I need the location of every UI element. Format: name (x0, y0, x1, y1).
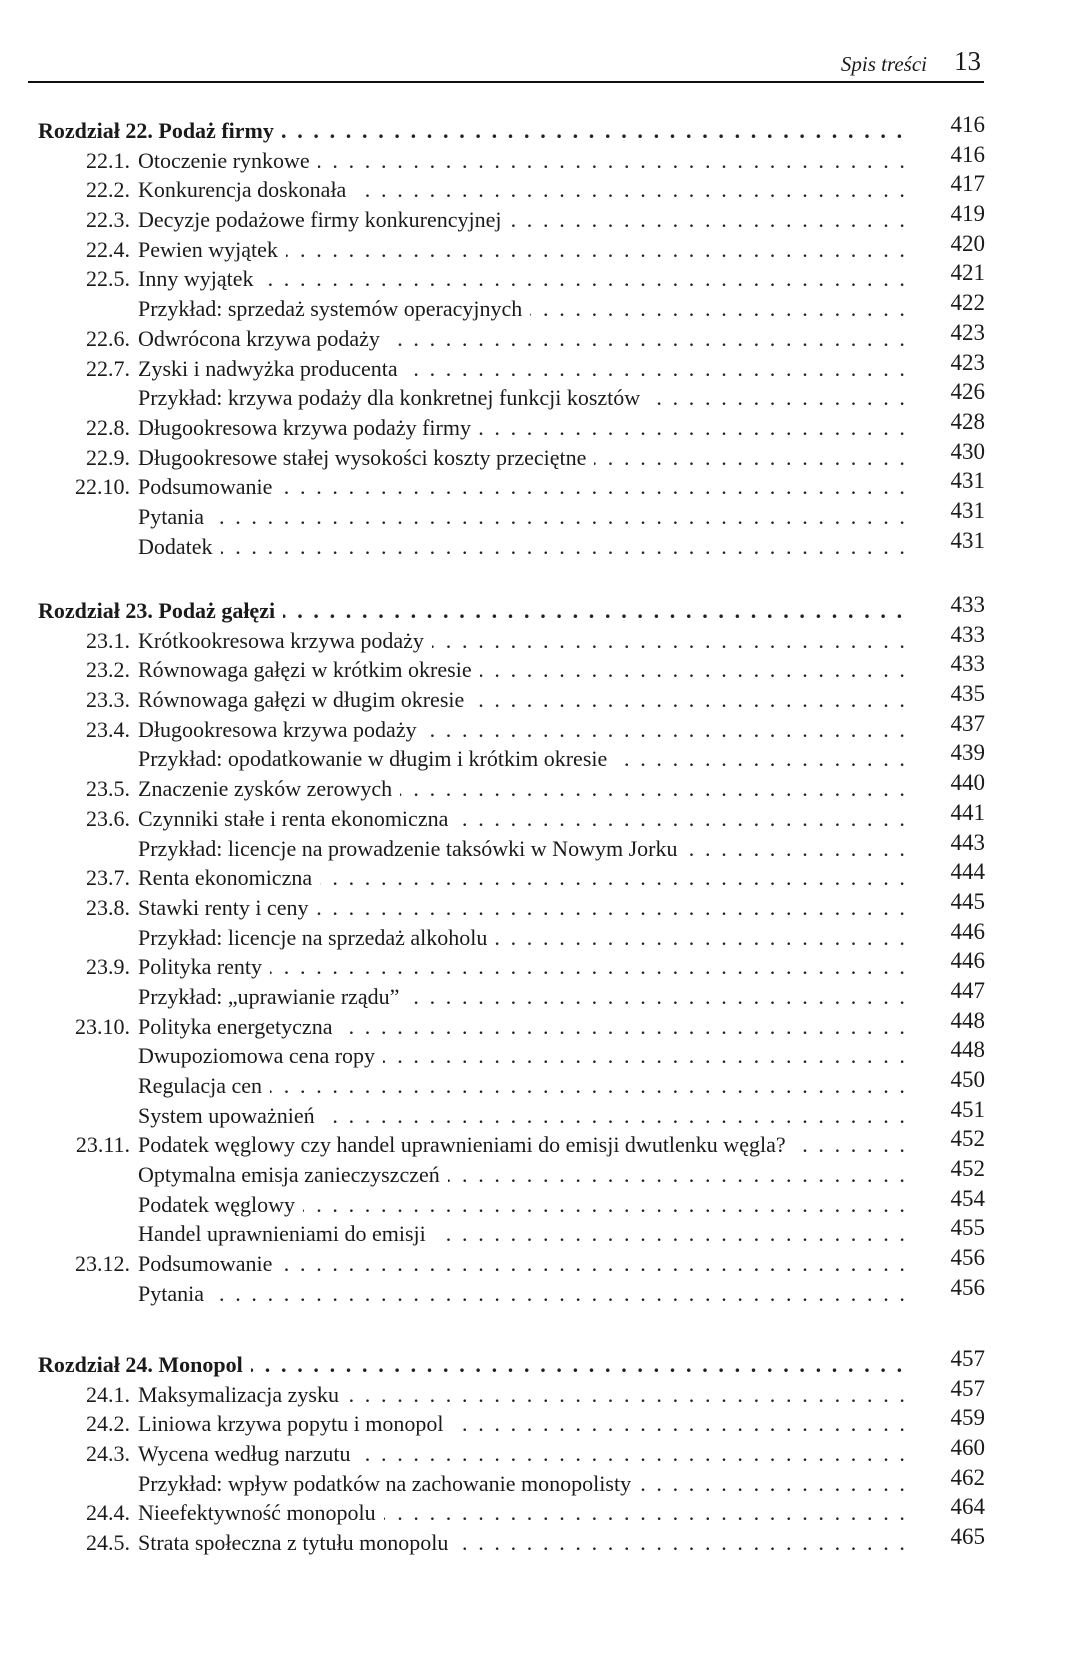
page-ref: 448 (950, 1007, 985, 1033)
subsection-title: Optymalna emisja zanieczyszczeń (138, 1160, 448, 1190)
section-number: 23.11. (75, 1132, 130, 1158)
section-number: 22.1. (86, 147, 130, 173)
toc-subentry[interactable] (0, 1185, 1080, 1220)
toc-entry[interactable] (0, 1375, 1080, 1410)
toc-subentry[interactable] (0, 918, 1080, 953)
toc-subentry[interactable] (0, 527, 1080, 562)
section-number: 22.3. (86, 207, 130, 233)
section-title: Inny wyjątek (138, 264, 261, 294)
toc-subentry[interactable] (0, 1037, 1080, 1071)
section-title: Podatek węglowy czy handel uprawnieniami do emisji dwutlenku węgla? (138, 1130, 794, 1160)
section-title: Polityka energetyczna (138, 1012, 340, 1042)
section-title: Pewien wyjątek (138, 235, 286, 265)
page-ref: 416 (950, 141, 985, 167)
header-rule (28, 81, 984, 83)
toc-subentry[interactable] (0, 1215, 1080, 1249)
page-ref: 440 (950, 770, 985, 796)
page-ref: 431 (950, 468, 985, 494)
toc-entry[interactable] (0, 621, 1080, 656)
toc-entry[interactable] (0, 681, 1080, 715)
page-ref: 460 (950, 1435, 985, 1461)
toc-entry[interactable] (0, 141, 1080, 176)
section-title: Długookresowe stałej wysokości koszty przeciętne (138, 443, 594, 473)
page-ref: 416 (950, 112, 985, 137)
subsection-title: Przykład: licencje na sprzedaż alkoholu (138, 923, 495, 953)
subsection-title: Przykład: sprzedaż systemów operacyjnych (138, 294, 530, 324)
section-number: 22.7. (86, 355, 130, 381)
subsection-title: System upoważnień (138, 1101, 323, 1131)
section-number: 23.3. (86, 687, 130, 713)
page-ref: 431 (950, 527, 985, 553)
page-ref: 452 (950, 1126, 985, 1152)
section-title: Stawki renty i ceny (138, 893, 316, 923)
page-ref: 431 (950, 497, 985, 523)
page-ref: 433 (950, 592, 985, 617)
toc-entry[interactable] (0, 1524, 1080, 1558)
subsection-title: Przykład: „uprawianie rządu” (138, 982, 407, 1012)
section-title: Zyski i nadwyżka producenta (138, 354, 406, 384)
section-title: Podsumowanie (138, 472, 280, 502)
page-ref: 433 (950, 621, 985, 647)
page-ref: 451 (950, 1096, 985, 1122)
section-number: 23.8. (86, 894, 130, 920)
subsection-title: Handel uprawnieniami do emisji (138, 1219, 434, 1249)
page-ref: 464 (950, 1494, 985, 1520)
subsection-title: Przykład: licencje na prowadzenie taksówki w Nowym Jorku (138, 834, 685, 864)
subsection-title: Przykład: opodatkowanie w długim i krótkim okresie (138, 744, 615, 774)
section-number: 22.9. (86, 444, 130, 470)
page-ref: 419 (950, 201, 985, 227)
section-title: Równowaga gałęzi w długim okresie (138, 685, 472, 715)
toc-subentry[interactable] (0, 740, 1080, 774)
leader-dots (138, 532, 906, 562)
section-title: Odwrócona krzywa podaży (138, 324, 388, 354)
toc-entry[interactable] (0, 408, 1080, 443)
section-number: 22.5. (86, 266, 130, 292)
toc-subentry[interactable] (0, 1274, 1080, 1309)
toc-entry[interactable] (0, 319, 1080, 354)
subsection-title: Regulacja cen (138, 1071, 270, 1101)
section-title: Długookresowa krzywa podaży (138, 715, 425, 745)
section-number: 23.12. (75, 1251, 130, 1277)
running-head-title: Spis treści (840, 52, 927, 76)
section-number: 23.2. (86, 657, 130, 683)
chapter-22 (0, 112, 1080, 561)
chapter-heading[interactable] (0, 1346, 1080, 1380)
section-title: Konkurencja doskonała (138, 175, 354, 205)
page-ref: 452 (950, 1156, 985, 1182)
page-ref: 437 (950, 710, 985, 736)
page-ref: 426 (950, 379, 985, 405)
section-number: 22.6. (86, 325, 130, 351)
toc-subentry[interactable] (0, 497, 1080, 532)
section-title: Polityka renty (138, 952, 270, 982)
subsection-title: Dodatek (138, 532, 221, 562)
page-ref: 423 (950, 319, 985, 345)
section-title: Czynniki stałe i renta ekonomiczna (138, 804, 456, 834)
chapter-23 (0, 592, 1080, 1309)
toc-entry[interactable] (0, 349, 1080, 384)
subsection-title: Pytania (138, 1279, 212, 1309)
toc-subentry[interactable] (0, 1096, 1080, 1131)
running-head (28, 44, 983, 82)
section-number: 23.9. (86, 954, 130, 980)
subsection-title: Przykład: krzywa podaży dla konkretnej funkcji kosztów (138, 383, 648, 413)
chapter-heading[interactable] (0, 112, 1080, 146)
toc-subentry[interactable] (0, 379, 1080, 413)
toc-entry[interactable] (0, 1435, 1080, 1469)
toc-entry[interactable] (0, 1405, 1080, 1439)
section-number: 22.2. (86, 177, 130, 203)
page-ref: 420 (950, 230, 985, 256)
toc-entry[interactable] (0, 1007, 1080, 1042)
page-ref: 457 (950, 1346, 985, 1371)
page-ref: 465 (950, 1524, 985, 1550)
section-number: 24.4. (86, 1500, 130, 1526)
toc-entry[interactable] (0, 710, 1080, 745)
toc-entry[interactable] (0, 1494, 1080, 1528)
page-ref: 456 (950, 1245, 985, 1271)
page-ref: 455 (950, 1215, 985, 1241)
section-number: 23.7. (86, 865, 130, 891)
section-number: 22.10. (75, 474, 130, 500)
subsection-title: Pytania (138, 502, 212, 532)
section-title: Otoczenie rynkowe (138, 146, 318, 176)
toc-subentry[interactable] (0, 977, 1080, 1012)
page-ref: 448 (950, 1037, 985, 1063)
page-ref: 433 (950, 651, 985, 677)
section-title: Strata społeczna z tytułu monopolu (138, 1528, 456, 1558)
page-ref: 446 (950, 948, 985, 974)
chapter-title: Rozdział 23. Podaż gałęzi (38, 596, 283, 626)
toc-entry[interactable] (0, 260, 1080, 294)
toc-entry[interactable] (0, 651, 1080, 685)
page-ref: 450 (950, 1067, 985, 1092)
page-ref: 422 (950, 290, 985, 316)
chapter-24 (0, 1346, 1080, 1558)
toc-entry[interactable] (0, 888, 1080, 923)
page-ref: 457 (950, 1375, 985, 1401)
subsection-title: Podatek węglowy (138, 1190, 303, 1220)
toc-entry[interactable] (0, 1245, 1080, 1279)
page-ref: 445 (950, 888, 985, 914)
page-ref: 435 (950, 681, 985, 707)
toc-entry[interactable] (0, 799, 1080, 834)
page-ref: 447 (950, 977, 985, 1003)
section-number: 24.2. (86, 1411, 130, 1437)
toc-entry[interactable] (0, 948, 1080, 982)
page-ref: 456 (950, 1274, 985, 1300)
toc-entry[interactable] (0, 171, 1080, 205)
section-number: 23.1. (86, 627, 130, 653)
chapter-heading[interactable] (0, 592, 1080, 626)
section-number: 23.4. (86, 716, 130, 742)
section-title: Krótkookresowa krzywa podaży (138, 626, 432, 656)
chapter-title: Rozdział 24. Monopol (38, 1350, 251, 1380)
section-title: Maksymalizacja zysku (138, 1380, 347, 1410)
toc-entry[interactable] (0, 1126, 1080, 1160)
toc-entry[interactable] (0, 770, 1080, 804)
section-title: Znaczenie zysków zerowych (138, 774, 400, 804)
toc-entry[interactable] (0, 230, 1080, 265)
page-ref: 417 (950, 171, 985, 197)
section-title: Decyzje podażowe firmy konkurencyjnej (138, 205, 509, 235)
section-number: 23.10. (75, 1013, 130, 1039)
page-ref: 441 (950, 799, 985, 825)
toc-subentry[interactable] (0, 1156, 1080, 1190)
section-number: 22.4. (86, 236, 130, 262)
leader-dots (138, 502, 906, 532)
section-number: 24.3. (86, 1441, 130, 1467)
section-title: Nieefektywność monopolu (138, 1498, 384, 1528)
page-ref: 423 (950, 349, 985, 375)
page-ref: 462 (950, 1464, 985, 1490)
toc-subentry[interactable] (0, 1067, 1080, 1101)
toc-subentry[interactable] (0, 1464, 1080, 1499)
section-title: Wycena według narzutu (138, 1439, 358, 1469)
section-number: 24.5. (86, 1530, 130, 1556)
toc-subentry[interactable] (0, 829, 1080, 864)
page-ref: 430 (950, 438, 985, 464)
chapter-title: Rozdział 22. Podaż firmy (38, 116, 282, 146)
page-ref: 459 (950, 1405, 985, 1431)
section-title: Liniowa krzywa popytu i monopol (138, 1409, 452, 1439)
section-number: 23.5. (86, 776, 130, 802)
section-title: Długookresowa krzywa podaży firmy (138, 413, 479, 443)
section-number: 23.6. (86, 805, 130, 831)
page-ref: 444 (950, 859, 985, 885)
toc-entry[interactable] (0, 438, 1080, 473)
subsection-title: Przykład: wpływ podatków na zachowanie monopolisty (138, 1469, 639, 1499)
page-ref: 454 (950, 1185, 985, 1211)
page-ref: 421 (950, 260, 985, 286)
toc-subentry[interactable] (0, 290, 1080, 324)
page-number: 13 (954, 46, 981, 76)
section-number: 22.8. (86, 414, 130, 440)
section-title: Renta ekonomiczna (138, 863, 320, 893)
section-number: 24.1. (86, 1381, 130, 1407)
page-ref: 443 (950, 829, 985, 855)
subsection-title: Dwupoziomowa cena ropy (138, 1041, 383, 1071)
page-ref: 428 (950, 408, 985, 434)
leader-dots (138, 1279, 906, 1309)
toc-entry[interactable] (0, 859, 1080, 893)
section-title: Podsumowanie (138, 1249, 280, 1279)
page-ref: 439 (950, 740, 985, 766)
section-title: Równowaga gałęzi w krótkim okresie (138, 655, 480, 685)
toc-entry[interactable] (0, 201, 1080, 235)
page-ref: 446 (950, 918, 985, 944)
toc-entry[interactable] (0, 468, 1080, 502)
